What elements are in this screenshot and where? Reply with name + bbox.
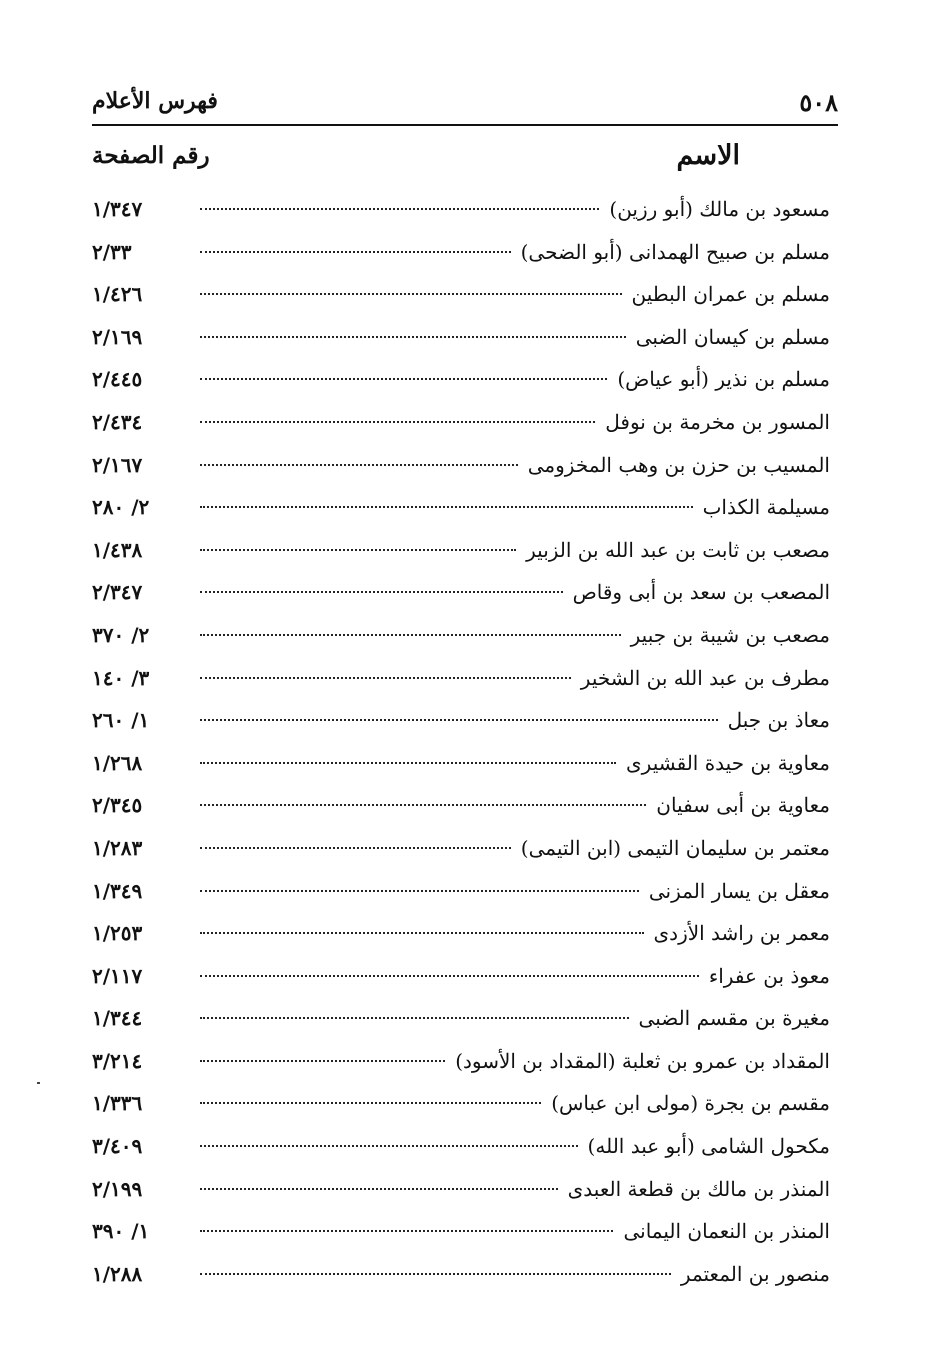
dot-leader xyxy=(200,634,621,636)
entry-page-ref: ٢/١٦٧ xyxy=(92,452,143,477)
entry-name: مطرف بن عبد الله بن الشخير xyxy=(580,665,830,690)
entry-page-ref: ٣/ ١٤٠ xyxy=(92,665,150,690)
index-entry xyxy=(92,1082,830,1125)
dot-leader xyxy=(200,251,511,253)
index-entry xyxy=(92,657,830,700)
index-entry xyxy=(92,188,830,231)
dot-leader xyxy=(200,847,511,849)
entry-name: المسيب بن حزن بن وهب المخزومى xyxy=(527,452,830,477)
entry-name: مكحول الشامى (أبو عبد الله) xyxy=(587,1134,830,1159)
dot-leader xyxy=(200,421,595,423)
dot-leader xyxy=(200,378,607,380)
dot-leader xyxy=(200,1060,445,1062)
entry-page-ref: ٢/١٩٩ xyxy=(92,1176,143,1201)
dot-leader xyxy=(200,506,693,508)
entry-page-ref: ٢/ ٣٧٠ xyxy=(92,622,150,647)
entry-name: معمر بن راشد الأزدى xyxy=(653,921,830,946)
index-entry xyxy=(92,358,830,401)
index-entry xyxy=(92,1253,830,1296)
entry-page-ref: ١/٢٥٣ xyxy=(92,921,143,946)
dot-leader xyxy=(200,975,699,977)
index-entry xyxy=(92,955,830,998)
dot-leader xyxy=(200,591,563,593)
entry-name: منصور بن المعتمر xyxy=(680,1261,830,1286)
entry-name: معوذ بن عفراء xyxy=(708,963,830,988)
dot-leader xyxy=(200,293,622,295)
entry-name: مسلم بن كيسان الضبى xyxy=(635,324,830,349)
dot-leader xyxy=(200,1188,558,1190)
entry-name: مسلم بن نذير (أبو عياض) xyxy=(617,367,830,392)
dot-leader xyxy=(200,1017,629,1019)
dot-leader xyxy=(200,1273,671,1275)
entry-page-ref: ١/٢٨٨ xyxy=(92,1261,143,1286)
index-entry xyxy=(92,784,830,827)
entry-page-ref: ١/ ٢٦٠ xyxy=(92,708,150,733)
entry-name: مسلم بن صبيح الهمدانى (أبو الضحى) xyxy=(520,239,830,264)
entry-page-ref: ١/ ٣٩٠ xyxy=(92,1219,150,1244)
entry-name: مصعب بن ثابت بن عبد الله بن الزبير xyxy=(526,537,830,562)
index-entry xyxy=(92,1210,830,1253)
entry-name: مغيرة بن مقسم الضبى xyxy=(638,1006,830,1031)
index-entry xyxy=(92,571,830,614)
column-headers xyxy=(92,140,838,180)
name-column-header: الاسم xyxy=(676,140,740,171)
entry-name: معقل بن يسار المزنى xyxy=(648,878,830,903)
index-entry xyxy=(92,997,830,1040)
index-entry xyxy=(92,529,830,572)
entry-name: معاذ بن جبل xyxy=(727,708,830,733)
index-entry xyxy=(92,827,830,870)
dot-leader xyxy=(200,1230,613,1232)
index-entry xyxy=(92,401,830,444)
dot-leader xyxy=(200,549,516,551)
entry-page-ref: ١/٣٣٦ xyxy=(92,1091,143,1116)
index-entry xyxy=(92,1168,830,1211)
dot-leader xyxy=(200,1102,541,1104)
entry-name: المصعب بن سعد بن أبى وقاص xyxy=(572,580,830,605)
index-entry xyxy=(92,1040,830,1083)
entry-name: المسور بن مخرمة بن نوفل xyxy=(605,409,830,434)
page-column-header: رقم الصفحة xyxy=(92,142,210,169)
index-entry xyxy=(92,912,830,955)
index-entry xyxy=(92,444,830,487)
index-entry xyxy=(92,742,830,785)
index-entry xyxy=(92,1125,830,1168)
dot-leader xyxy=(200,719,718,721)
entry-page-ref: ٢/١٦٩ xyxy=(92,324,143,349)
entry-name: مسيلمة الكذاب xyxy=(702,495,830,520)
entry-page-ref: ٢/٣٤٥ xyxy=(92,793,143,818)
entry-page-ref: ٢/٤٤٥ xyxy=(92,367,143,392)
entry-page-ref: ٣/٢١٤ xyxy=(92,1048,143,1073)
entry-page-ref: ١/٢٨٣ xyxy=(92,835,143,860)
entry-name: معتمر بن سليمان التيمى (ابن التيمى) xyxy=(520,835,830,860)
index-entry xyxy=(92,486,830,529)
scan-speck xyxy=(37,1082,40,1084)
entry-page-ref: ١/٢٦٨ xyxy=(92,750,143,775)
entry-page-ref: ١/٣٤٩ xyxy=(92,878,143,903)
index-entry xyxy=(92,614,830,657)
entry-name: مسلم بن عمران البطين xyxy=(631,282,830,307)
entry-name: المقداد بن عمرو بن ثعلبة (المقداد بن الأسود) xyxy=(455,1048,830,1073)
index-entry xyxy=(92,699,830,742)
entry-name: مقسم بن بجرة (مولى ابن عباس) xyxy=(551,1091,830,1116)
index-entry xyxy=(92,316,830,359)
entry-page-ref: ٢/٤٣٤ xyxy=(92,409,143,434)
entry-name: المنذر بن النعمان اليمانى xyxy=(623,1219,830,1244)
dot-leader xyxy=(200,932,644,934)
entry-name: المنذر بن مالك بن قطعة العبدى xyxy=(567,1176,830,1201)
dot-leader xyxy=(200,464,518,466)
dot-leader xyxy=(200,762,616,764)
entry-page-ref: ٢/٣٣ xyxy=(92,239,132,264)
index-title: فهرس الأعلام xyxy=(92,88,218,114)
index-entries xyxy=(92,188,830,1295)
dot-leader xyxy=(200,1145,578,1147)
index-entry xyxy=(92,870,830,913)
index-entry xyxy=(92,273,830,316)
entry-page-ref: ١/٤٢٦ xyxy=(92,282,143,307)
entry-page-ref: ٢/١١٧ xyxy=(92,963,143,988)
entry-page-ref: ٢/ ٢٨٠ xyxy=(92,495,150,520)
dot-leader xyxy=(200,208,599,210)
entry-page-ref: ١/٣٤٤ xyxy=(92,1006,143,1031)
entry-name: معاوية بن أبى سفيان xyxy=(656,793,830,818)
dot-leader xyxy=(200,890,639,892)
entry-page-ref: ١/٤٣٨ xyxy=(92,537,143,562)
header-rule xyxy=(92,124,838,126)
entry-page-ref: ٣/٤٠٩ xyxy=(92,1134,143,1159)
entry-name: مسعود بن مالك (أبو رزين) xyxy=(609,197,830,221)
dot-leader xyxy=(200,336,626,338)
entry-name: معاوية بن حيدة القشيرى xyxy=(626,750,830,775)
entry-page-ref: ٢/٣٤٧ xyxy=(92,580,143,605)
entry-name: مصعب بن شيبة بن جبير xyxy=(630,622,830,647)
entry-page-ref: ١/٣٤٧ xyxy=(92,197,143,221)
dot-leader xyxy=(200,804,646,806)
index-entry xyxy=(92,231,830,274)
dot-leader xyxy=(200,677,571,679)
page-number: ٥٠٨ xyxy=(799,88,838,117)
running-head xyxy=(92,86,838,120)
